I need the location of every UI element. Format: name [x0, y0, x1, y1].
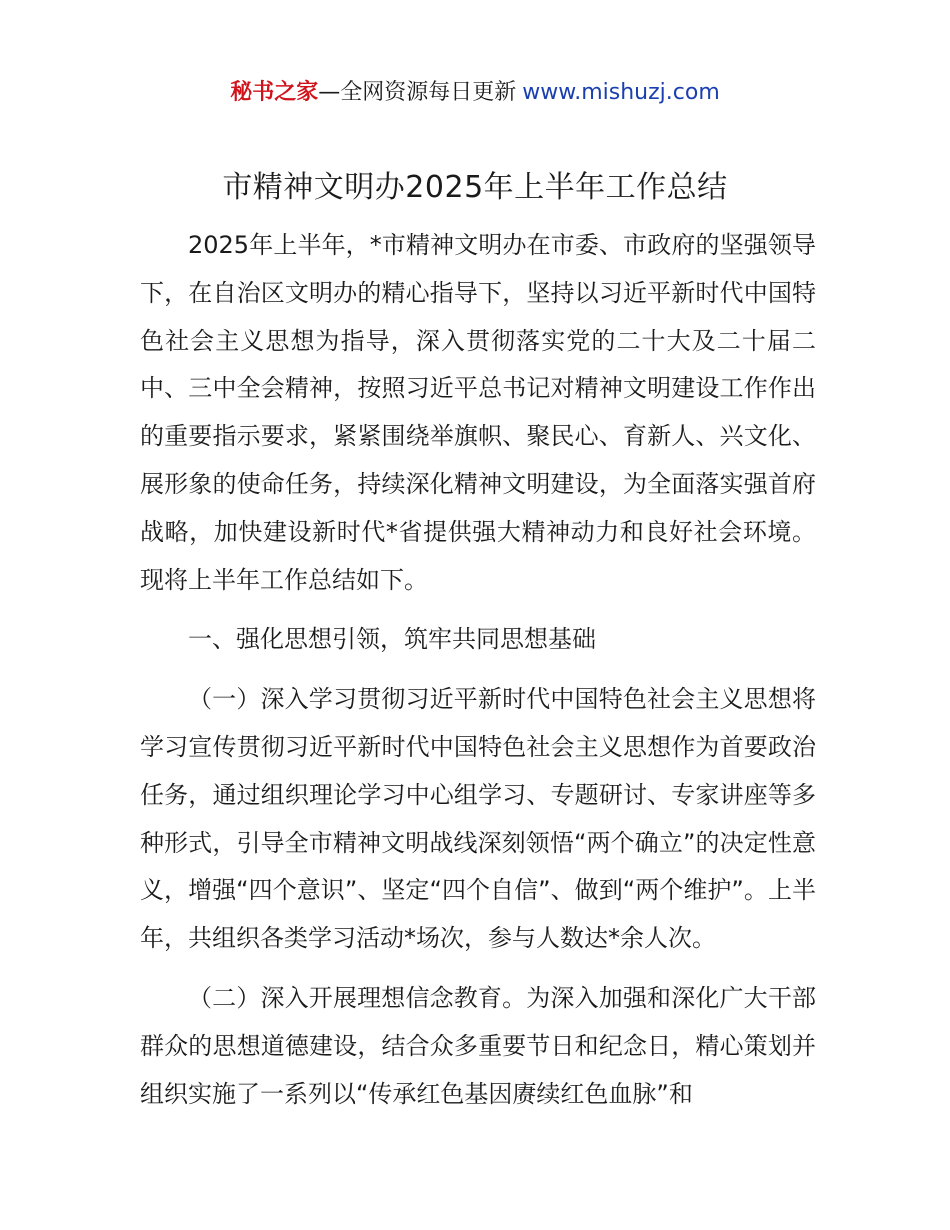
section-heading: 一、强化思想引领，筑牢共同思想基础 — [188, 625, 596, 654]
subsection-paragraph: （一）深入学习贯彻习近平新时代中国特色社会主义思想将学习宣传贯彻习近平新时代中国特色社会主义思想作为首要政治任务，通过组织理论学习中心组学习、专题研讨、专家讲座等多种形式，引导全市精神文明战线深刻领悟“两个确立”的决定性意义，增强“四个意识”、坚定“四个自信”、做到“两个维护”。上半年，共组织各类学习活动*场次，参与人数达*余人次。 — [140, 685, 816, 953]
brand-name: 秘书之家 — [230, 80, 319, 105]
document-title: 市精神文明办2025年上半年工作总结 — [222, 170, 728, 205]
site-link[interactable]: www.mishuzj.com — [522, 80, 720, 105]
intro-paragraph: 2025年上半年，*市精神文明办在市委、市政府的坚强领导下，在自治区文明办的精心指导下，坚持以习近平新时代中国特色社会主义思想为指导，深入贯彻落实党的二十大及二十届二中、三中全会精神，按照习近平总书记对精神文明建设工作作出的重要指示要求，紧紧围绕举旗帜、聚民心、育新人、兴文化、展形象的使命任务，持续深化精神文明建设，为全面落实强首府战略，加快建设新时代*省提供强大精神动力和良好社会环境。现将上半年工作总结如下。 — [140, 231, 816, 594]
document-body — [140, 222, 816, 1130]
site-banner — [0, 78, 950, 108]
banner-tagline: —全网资源每日更新 — [318, 80, 517, 105]
subsection-paragraph: （二）深入开展理想信念教育。为深入加强和深化广大干部群众的思想道德建设，结合众多重要节日和纪念日，精心策划并组织实施了一系列以“传承红色基因赓续红色血脉”和 — [140, 983, 816, 1108]
